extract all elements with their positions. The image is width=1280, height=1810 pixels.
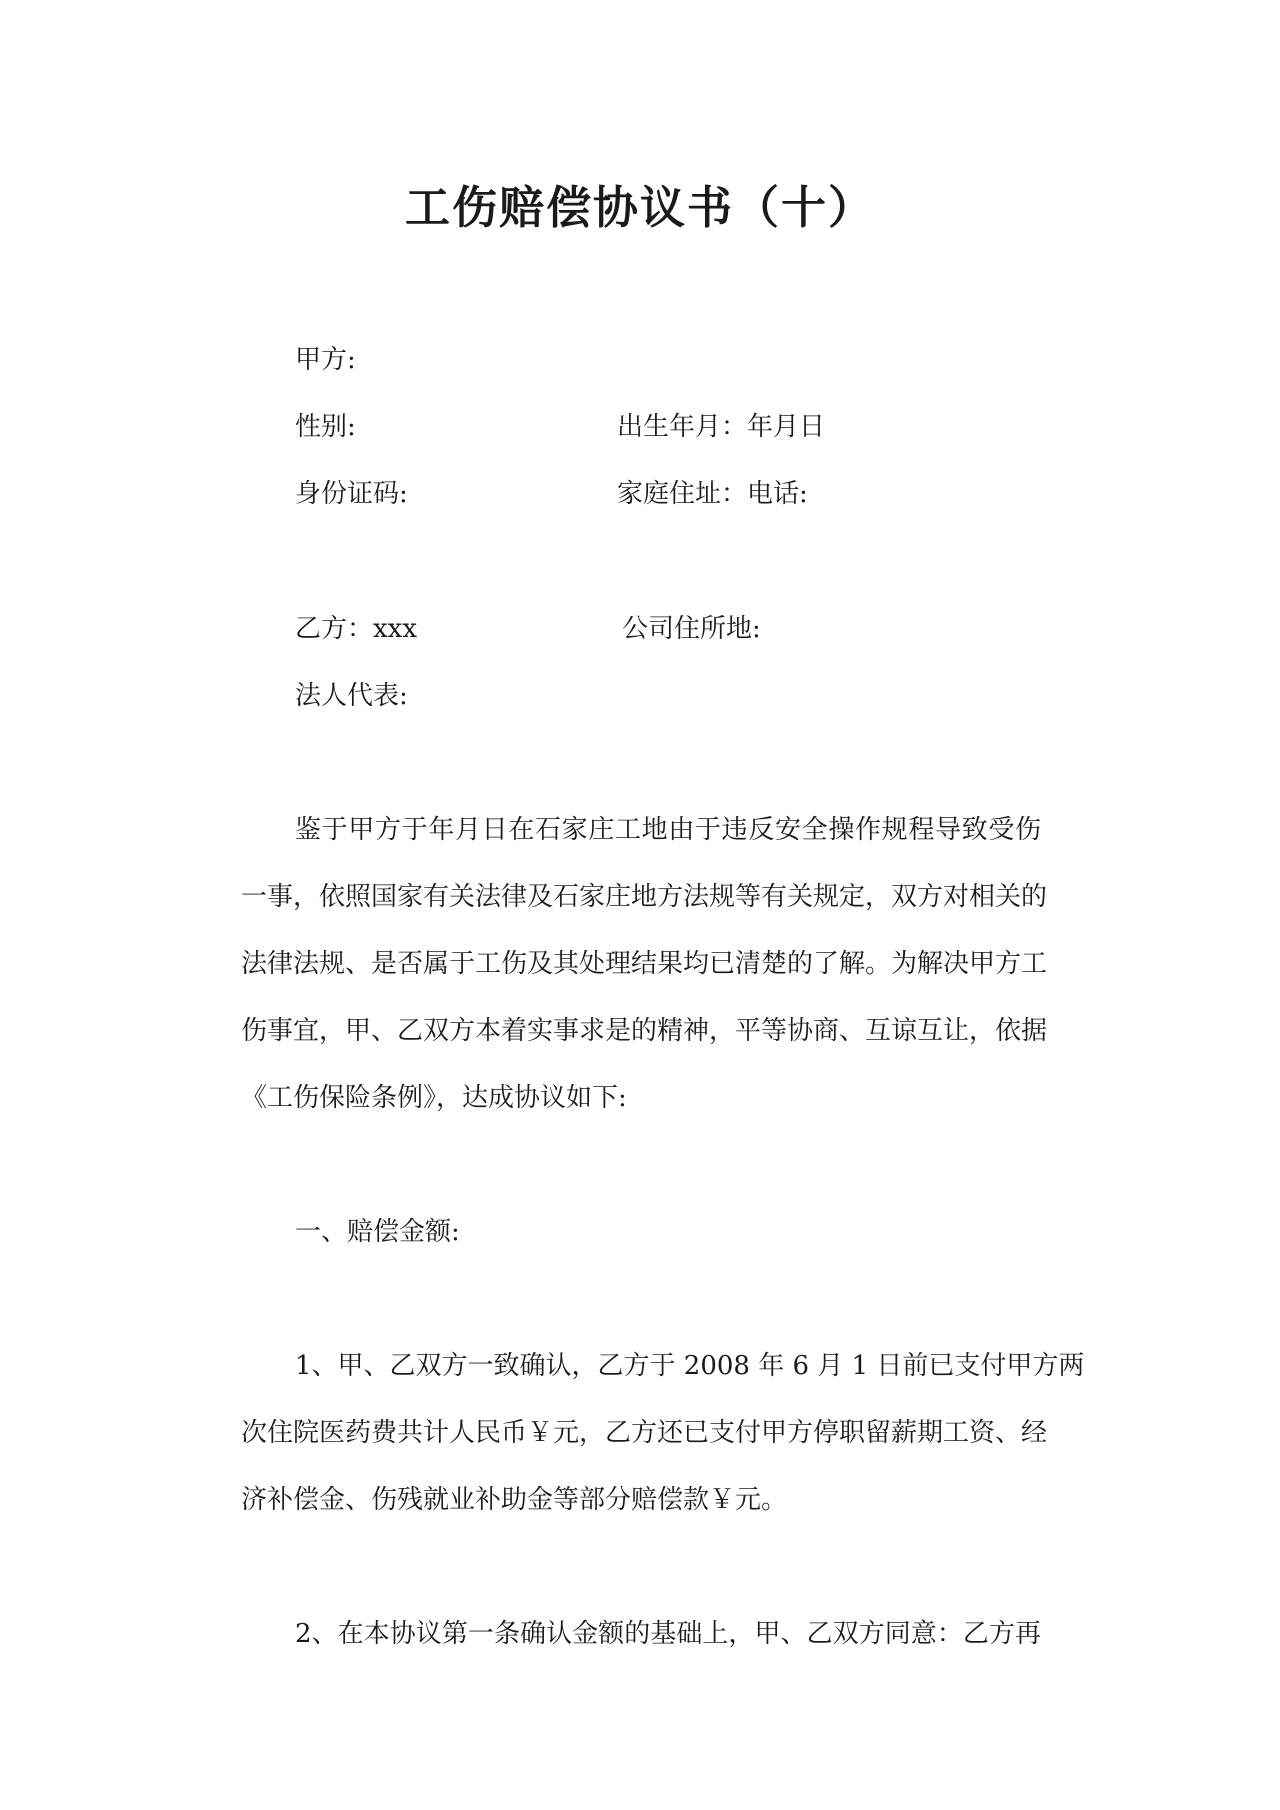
id-number-field: 身份证码: [295,479,408,509]
document-title: 工伤赔偿协议书（十） [404,181,875,234]
gender-field: 性别: [295,412,356,442]
legal-representative-field: 法人代表: [295,681,408,711]
party-b-name: 乙方：xxx [295,614,417,644]
clause-line: 次住院医药费共计人民币￥元，乙方还已支付甲方停职留薪期工资、经 [241,1418,1048,1448]
preamble-line: 伤事宜，甲、乙双方本着实事求是的精神，平等协商、互谅互让，依据 [241,1016,1048,1046]
address-phone-field: 家庭住址：电话: [617,479,808,509]
preamble-line: 法律法规、是否属于工伤及其处理结果均已清楚的了解。为解决甲方工 [241,949,1048,979]
clause-line: 2、在本协议第一条确认金额的基础上，甲、乙双方同意：乙方再 [295,1619,1041,1649]
preamble-line: 鉴于甲方于年月日在石家庄工地由于违反安全操作规程导致受伤 [295,815,1041,845]
birth-date-field: 出生年月：年月日 [617,412,826,442]
clause-line: 1、甲、乙双方一致确认，乙方于 2008 年 6 月 1 日前已支付甲方两 [295,1351,1085,1381]
section-heading-compensation: 一、赔偿金额: [295,1217,460,1247]
company-address-field: 公司住所地: [622,614,761,644]
preamble-line: 《工伤保险条例》，达成协议如下: [241,1083,627,1113]
preamble-line: 一事，依照国家有关法律及石家庄地方法规等有关规定，双方对相关的 [241,882,1048,912]
clause-line: 济补偿金、伤残就业补助金等部分赔偿款￥元。 [241,1485,788,1515]
party-a-label: 甲方: [295,345,356,375]
